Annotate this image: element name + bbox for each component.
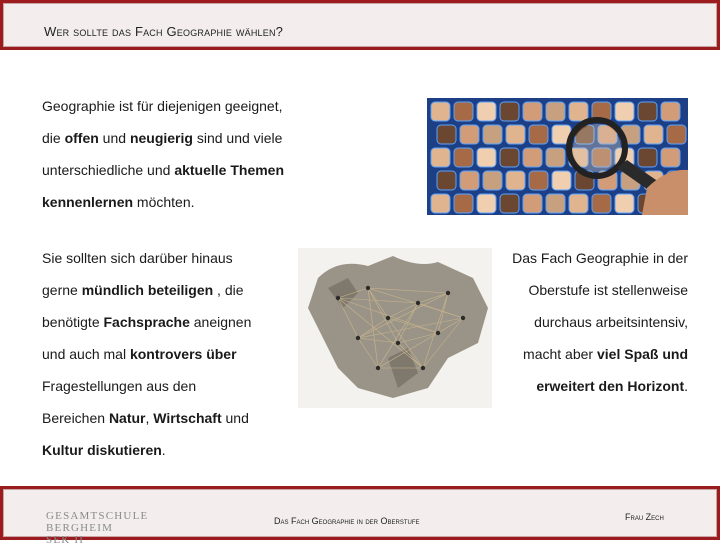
text-line	[512, 370, 688, 402]
bold-text: Natur	[108, 410, 146, 426]
footer-panel	[3, 489, 717, 546]
face-tile	[500, 148, 519, 167]
text-segment: ,	[145, 410, 154, 426]
footer-bar	[0, 486, 720, 546]
bold-text: neugierig	[129, 130, 193, 146]
face-tile	[546, 194, 565, 213]
map-pin	[396, 341, 400, 345]
text-segment: Das Fach Geographie in der	[512, 250, 688, 266]
face-tile	[523, 102, 542, 121]
text-segment: macht aber	[523, 346, 597, 362]
faces-magnifier-illustration	[427, 98, 688, 215]
face-tile	[454, 148, 473, 167]
face-tile	[477, 148, 496, 167]
face-tile	[454, 194, 473, 213]
face-tile	[546, 102, 565, 121]
bold-text: mündlich beteiligen	[81, 282, 214, 298]
text-segment: Bereichen	[42, 410, 109, 426]
face-tile	[500, 102, 519, 121]
text-segment: , die	[213, 282, 244, 298]
face-tile	[437, 171, 456, 190]
face-tile	[506, 125, 525, 144]
face-tile	[437, 125, 456, 144]
text-line	[42, 274, 251, 306]
europe-map-image	[298, 248, 492, 408]
text-segment: Geographie ist für diejenigen geeignet,	[42, 98, 283, 114]
face-tile	[529, 171, 548, 190]
bold-text: aktuelle Themen	[174, 162, 285, 178]
face-tile	[483, 171, 502, 190]
text-line	[42, 122, 284, 154]
text-line	[42, 370, 251, 402]
text-segment: möchten.	[133, 194, 195, 210]
text-line	[42, 338, 251, 370]
school-logo	[46, 510, 149, 546]
map-pin	[461, 316, 465, 320]
text-line	[512, 306, 688, 338]
map-pin	[421, 366, 425, 370]
face-tile	[661, 102, 680, 121]
face-tile	[431, 194, 450, 213]
header-panel	[3, 3, 717, 47]
text-line	[42, 306, 251, 338]
logo-line-2: BERGHEIM SEK II	[46, 522, 114, 546]
footer-teacher: Frau Zech	[625, 512, 664, 522]
face-tile	[460, 125, 479, 144]
text-line	[42, 402, 251, 434]
map-pin	[336, 296, 340, 300]
face-tile	[460, 171, 479, 190]
bold-text: viel Spaß und	[596, 346, 688, 362]
face-tile	[569, 194, 588, 213]
text-segment: sind und viele	[192, 130, 283, 146]
face-tile	[506, 171, 525, 190]
face-tile	[638, 148, 657, 167]
map-pin	[366, 286, 370, 290]
text-segment: aneignen	[189, 314, 252, 330]
text-segment: unterschiedliche und	[42, 162, 175, 178]
bold-text: kontrovers über	[129, 346, 237, 362]
map-pin	[356, 336, 360, 340]
text-segment: .	[161, 442, 166, 458]
face-tile	[638, 102, 657, 121]
face-tile	[615, 194, 634, 213]
face-tile	[454, 102, 473, 121]
bold-text: Fachsprache	[103, 314, 190, 330]
text-segment: .	[684, 378, 688, 394]
text-line	[512, 274, 688, 306]
text-segment: Fragestellungen aus den	[42, 378, 197, 394]
map-pin	[446, 291, 450, 295]
face-tile	[483, 125, 502, 144]
face-tile	[477, 102, 496, 121]
text-line	[42, 186, 284, 218]
text-segment: und	[221, 410, 249, 426]
text-segment: Sie sollten sich darüber hinaus	[42, 250, 233, 266]
text-line	[512, 242, 688, 274]
map-pin	[386, 316, 390, 320]
face-tile	[615, 102, 634, 121]
face-tile	[661, 148, 680, 167]
right-paragraph	[512, 242, 688, 402]
text-line	[42, 434, 251, 466]
text-segment: die	[42, 130, 65, 146]
map-pin	[376, 366, 380, 370]
text-line	[42, 242, 251, 274]
face-tile	[644, 125, 663, 144]
text-line	[42, 90, 284, 122]
face-tile	[529, 125, 548, 144]
face-tile	[523, 194, 542, 213]
face-tile	[546, 148, 565, 167]
face-tile	[431, 102, 450, 121]
text-segment: gerne	[42, 282, 82, 298]
bold-text: Kultur diskutieren	[42, 442, 162, 458]
face-tile	[592, 194, 611, 213]
text-segment: Oberstufe ist stellenweise	[528, 282, 688, 298]
slide-title: Wer sollte das Fach Geographie wählen?	[44, 24, 284, 39]
face-tile	[667, 125, 686, 144]
text-segment: durchaus arbeitsintensiv,	[534, 314, 688, 330]
logo-line-1: GESAMTSCHULE	[46, 510, 149, 522]
bold-text: kennenlernen	[42, 194, 134, 210]
text-line	[512, 338, 688, 370]
face-tile	[500, 194, 519, 213]
intro-paragraph	[42, 90, 284, 218]
face-tile	[477, 194, 496, 213]
face-tile	[569, 102, 588, 121]
face-tile	[431, 148, 450, 167]
header-bar	[0, 0, 720, 50]
map-pin	[436, 331, 440, 335]
face-tile	[552, 171, 571, 190]
europe-pins-map	[298, 248, 492, 408]
text-segment: und auch mal	[42, 346, 130, 362]
bold-text: offen	[64, 130, 99, 146]
left-paragraph	[42, 242, 251, 466]
text-line	[42, 154, 284, 186]
bold-text: erweitert den Horizont	[536, 378, 685, 394]
face-tile	[523, 148, 542, 167]
bold-text: Wirtschaft	[153, 410, 222, 426]
map-pin	[416, 301, 420, 305]
footer-subject: Das Fach Geographie in der Oberstufe	[274, 516, 420, 526]
faces-magnifier-image	[427, 98, 688, 215]
text-segment: und	[98, 130, 130, 146]
text-segment: benötigte	[42, 314, 104, 330]
